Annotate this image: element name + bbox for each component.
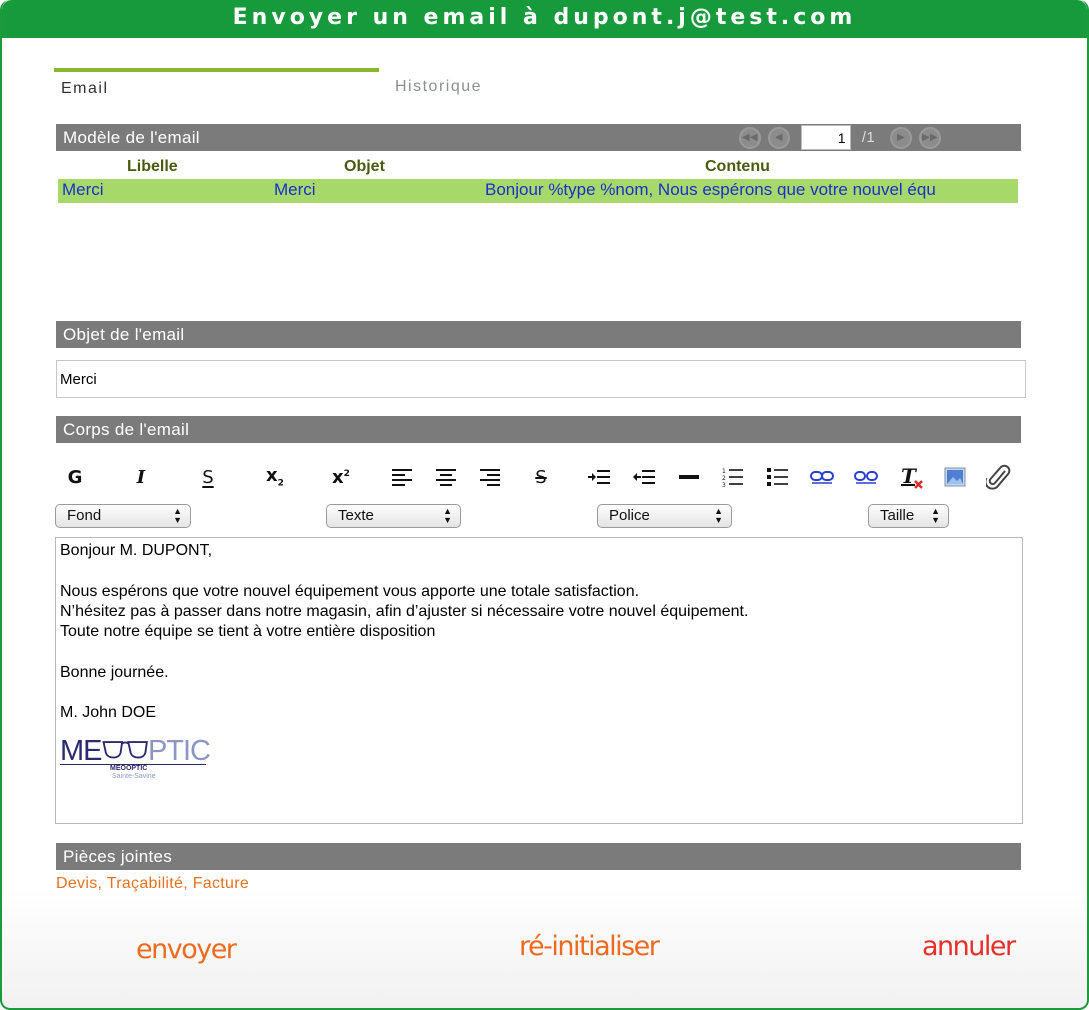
column-header-libelle: Libelle — [127, 158, 178, 175]
insert-link-button[interactable] — [805, 461, 839, 493]
tab-email[interactable]: Email — [54, 68, 379, 102]
align-left-icon — [391, 468, 413, 486]
template-pager — [739, 124, 941, 151]
svg-text:1: 1 — [722, 468, 726, 475]
template-libelle: Merci — [62, 180, 104, 199]
subject-input[interactable]: Merci — [56, 360, 1026, 398]
font-size-label: Taille — [880, 507, 915, 524]
glasses-icon — [102, 736, 148, 762]
align-left-button[interactable] — [385, 461, 419, 493]
body-line-3: Toute notre équipe se tient à votre entière disposition — [60, 623, 436, 641]
clear-format-button[interactable] — [895, 461, 929, 493]
template-row[interactable] — [58, 179, 1018, 203]
template-section-title: Modèle de l'email — [63, 128, 200, 147]
ordered-list-icon — [722, 467, 744, 487]
align-center-button[interactable] — [429, 461, 463, 493]
align-right-icon — [479, 468, 501, 486]
tab-historique[interactable]: Historique — [395, 78, 483, 95]
template-objet: Merci — [274, 180, 316, 199]
body-closing: Bonne journée. — [60, 663, 169, 681]
underline-icon: S — [202, 466, 214, 488]
background-color-select[interactable] — [55, 504, 191, 528]
subject-section-header: Objet de l'email — [56, 321, 1021, 348]
align-center-icon — [435, 468, 457, 486]
align-right-button[interactable] — [473, 461, 507, 493]
send-button[interactable]: envoyer — [136, 934, 236, 965]
underline-button[interactable] — [191, 461, 225, 493]
page-total: /1 — [861, 129, 875, 146]
dialog-title: Envoyer un email à dupont.j@test.com — [2, 0, 1087, 38]
bold-icon: G — [67, 466, 83, 488]
strikethrough-button[interactable] — [524, 461, 558, 493]
paperclip-icon — [986, 462, 1012, 492]
unlink-icon — [854, 470, 878, 484]
bullet-list-icon — [767, 467, 789, 487]
svg-text:2: 2 — [722, 475, 726, 482]
italic-button[interactable] — [124, 461, 158, 493]
font-size-select[interactable] — [868, 504, 949, 528]
horizontal-rule-icon — [678, 474, 700, 480]
svg-text:T: T — [901, 464, 916, 488]
clear-format-icon — [899, 464, 925, 490]
attachments-section-header: Pièces jointes — [56, 843, 1021, 870]
indent-button[interactable] — [582, 461, 616, 493]
select-arrows-icon: ▲ ▼ — [173, 506, 182, 525]
body-line-2: N’hésitez pas à passer dans notre magasin, afin d’ajuster si nécessaire votre nouvel équipement. — [60, 602, 749, 620]
next-page-icon[interactable]: ▶ — [890, 127, 912, 149]
last-page-icon[interactable]: ▶▶ — [919, 127, 941, 149]
email-body-editor[interactable] — [55, 537, 1023, 824]
tab-bar — [54, 68, 1024, 102]
column-header-contenu: Contenu — [705, 158, 770, 175]
column-header-objet: Objet — [344, 158, 385, 175]
first-page-icon[interactable]: ◀◀ — [739, 127, 761, 149]
attach-file-button[interactable] — [982, 461, 1016, 493]
template-table-header — [56, 158, 1021, 178]
link-icon — [810, 470, 834, 484]
italic-icon: I — [136, 466, 146, 488]
svg-text:3: 3 — [722, 482, 726, 487]
font-label: Police — [609, 507, 650, 524]
company-logo: ME PTIC MEOOPTIC Sainte-Savine — [60, 735, 210, 780]
previous-page-icon[interactable]: ◀ — [768, 127, 790, 149]
text-color-select[interactable] — [326, 504, 461, 528]
select-arrows-icon: ▲ ▼ — [714, 506, 723, 525]
attachments-list[interactable]: Devis, Traçabilité, Facture — [56, 875, 250, 892]
outdent-icon — [632, 469, 656, 485]
text-color-label: Texte — [338, 507, 374, 524]
template-contenu: Bonjour %type %nom, Nous espérons que votre nouvel équ — [485, 180, 936, 199]
body-line-1: Nous espérons que votre nouvel équipement vous apporte une totale satisfaction. — [60, 582, 640, 600]
select-arrows-icon: ▲ ▼ — [443, 506, 452, 525]
superscript-icon: $x^2$ — [332, 466, 350, 488]
select-arrows-icon: ▲ ▼ — [931, 506, 940, 525]
outdent-button[interactable] — [627, 461, 661, 493]
body-greeting: Bonjour M. DUPONT, — [60, 542, 213, 559]
horizontal-rule-button[interactable] — [672, 461, 706, 493]
cancel-button[interactable]: annuler — [922, 931, 1015, 962]
reset-button[interactable]: ré-initialiser — [519, 931, 659, 962]
page-number-input[interactable]: 1 — [801, 125, 851, 150]
bold-button[interactable] — [58, 461, 92, 493]
image-icon — [944, 467, 966, 487]
body-section-header: Corps de l'email — [56, 416, 1021, 443]
subscript-icon: $x_2$ — [266, 465, 284, 489]
subscript-button[interactable] — [258, 461, 292, 493]
remove-link-button[interactable] — [849, 461, 883, 493]
superscript-button[interactable] — [324, 461, 358, 493]
template-section-header — [56, 124, 1021, 151]
background-color-label: Fond — [67, 507, 102, 524]
indent-icon — [587, 469, 611, 485]
body-signature: M. John DOE — [60, 704, 157, 722]
bullet-list-button[interactable] — [761, 461, 795, 493]
ordered-list-button[interactable] — [716, 461, 750, 493]
insert-image-button[interactable] — [938, 461, 972, 493]
strikethrough-icon: S — [535, 466, 547, 488]
font-select[interactable] — [597, 504, 732, 528]
